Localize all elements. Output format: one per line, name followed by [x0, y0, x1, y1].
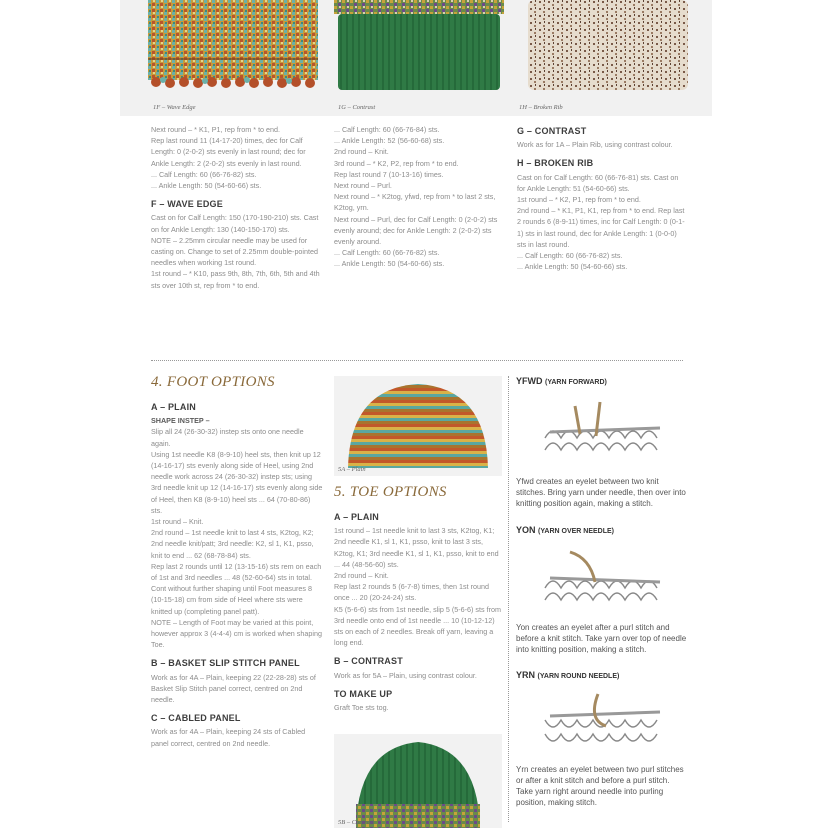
- yrn-heading: YRN (YARN ROUND NEEDLE): [516, 670, 620, 680]
- instruction-line: ... Calf Length: 60 (66-76-82) sts.: [334, 248, 440, 258]
- top-middle-column: [334, 124, 504, 270]
- yon-text: Yon creates an eyelet after a purl stitch and before a knit stitch. Take yarn over top of needle into knitting position, making a stitch.: [516, 623, 687, 654]
- section-heading: B – BASKET SLIP STITCH PANEL: [151, 658, 300, 669]
- instruction-line: Cast on for Calf Length: 60 (66-76-81) sts. Cast on for Ankle Length: 51 (54-60-66) sts.: [517, 172, 679, 193]
- yfwd-heading: YFWD (YARN FORWARD): [516, 376, 607, 386]
- yon-heading: YON (YARN OVER NEEDLE): [516, 525, 615, 535]
- instruction-line: 2nd round – Knit.: [334, 571, 389, 581]
- section-heading: B – CONTRAST: [334, 656, 403, 667]
- instruction-line: Next round – * K2tog, yfwd, rep from * to last 2 sts, K2tog, yrn.: [334, 192, 496, 213]
- top-right-column: [517, 118, 687, 272]
- instruction-line: Next round – Purl, dec for Calf Length: 0 (2-0-2) sts evenly around; dec for Ankle Length: 2 (2-0-2) sts evenly around.: [334, 214, 498, 247]
- section-heading: G – CONTRAST: [517, 126, 587, 136]
- caption-5a: 5A – Plain: [338, 466, 366, 473]
- instruction-line: Cast on for Calf Length: 150 (170-190-210) sts. Cast on for Ankle Length: 130 (140-150-170) sts.: [151, 213, 319, 234]
- hat-photo-contrast: [334, 734, 502, 828]
- instruction-line: Next round – * K1, P1, rep from * to end.: [151, 125, 281, 134]
- sock-photo-wave-edge: [148, 0, 318, 94]
- instruction-line: ... Calf Length: 60 (66-76-82) sts.: [151, 169, 257, 179]
- hat-photo-plain: [334, 376, 502, 476]
- instruction-line: Rep last 2 rounds until 12 (13-15-16) sts rem on each of 1st and 3rd needles ... 48 (52-60-64) sts in total.: [151, 561, 322, 583]
- section-heading: F – WAVE EDGE: [151, 199, 223, 210]
- toe-options-column: [334, 504, 504, 713]
- instruction-line: ... Calf Length: 60 (66-76-82) sts.: [517, 251, 623, 261]
- instruction-line: 1st round – * K10, pass 9th, 8th, 7th, 6th, 5th and 4th sts over 10th st, rep from * to end.: [151, 269, 320, 290]
- instruction-line: Rep last round 7 (10-13-16) times.: [334, 169, 444, 179]
- instruction-line: Using 1st needle K8 (8-9-10) heel sts, then knit up 12 (14-16-17) sts evenly along side of Heel, using 2nd needle work across 24 (26-30-32) instep sts; using 3rd needle knit up 12 (14-16-17) sts evenly along side of Heel, then K8 (8-9-10) heel sts ... 64 (70-80-86) sts.: [151, 449, 323, 515]
- instruction-line: NOTE – 2.25mm circular needle may be used for casting on. Change to set of 2.25mm double-pointed needles when working 1st round.: [151, 235, 319, 268]
- section-heading: A – PLAIN: [151, 402, 196, 412]
- instruction-line: 1st round – 1st needle knit to last 3 sts, K2tog, K1; 2nd needle K1, sl 1, K1, psso, knit to last 3 sts, K2tog, K1; 3rd needle K1, sl 1, K1, psso, knit to end ... 44 (48-56-60) sts.: [334, 526, 499, 569]
- top-left-column: [151, 124, 321, 291]
- instruction-line: Rep last 2 rounds 5 (6-7-8) times, then 1st round once ... 20 (20-24-24) sts.: [334, 582, 490, 603]
- instruction-line: 1st round – Knit.: [151, 517, 204, 527]
- instruction-line: ... Calf Length: 60 (66-76-84) sts.: [334, 125, 440, 134]
- section-heading: H – BROKEN RIB: [517, 158, 594, 169]
- instruction-line: 2nd round – * K1, P1, K1, rep from * to end. Rep last 2 rounds 6 (8-9-11) times, inc for Calf Length: 0 (0-1-1) sts in last round, dec for Ankle Length: 1 (0-0-0) sts in last round.: [517, 206, 685, 249]
- caption-1h: 1H – Broken Rib: [519, 104, 563, 111]
- caption-1f: 1F – Wave Edge: [153, 104, 196, 111]
- yon-diagram: [540, 548, 670, 610]
- column-divider: [508, 376, 509, 822]
- instruction-line: Rep last round 11 (14-17-20) times, dec for Calf Length: 0 (2-0-2) sts evenly in last round; dec for Ankle Length: 2 (2-0-2) sts evenly in last round.: [151, 136, 306, 168]
- section-heading: TO MAKE UP: [334, 688, 393, 699]
- instruction-line: K5 (5-6-6) sts from 1st needle, slip 5 (5-6-6) sts from 3rd needle onto end of 1st needle ... 10 (10-12-12) sts on each of 2 needles. Break off yarn, leaving a long end.: [334, 604, 501, 648]
- foot-options-column: [151, 394, 323, 749]
- sock-photo-broken-rib: [520, 0, 694, 92]
- instruction-line: Work as for 1A – Plain Rib, using contrast colour.: [517, 140, 673, 150]
- instruction-line: ... Ankle Length: 50 (54-60-66) sts.: [151, 181, 262, 191]
- section-divider: [151, 360, 683, 361]
- yfwd-text: Yfwd creates an eyelet between two knit stitches. Bring yarn under needle, then over into knitting position again, making a stitch.: [516, 477, 686, 508]
- yrn-diagram: [540, 690, 670, 752]
- instruction-line: NOTE – Length of Foot may be varied at this point, however approx 3 (4-4-4) cm is worked when shaping Toe.: [151, 617, 322, 650]
- instruction-line: Work as for 4A – Plain, keeping 24 sts of Cabled panel correct, centred on 2nd needle.: [151, 727, 306, 748]
- instruction-line: Graft Toe sts tog.: [334, 703, 389, 713]
- instruction-line: 2nd round – 1st needle knit to last 4 sts, K2tog, K2; 2nd needle knit/patt; 3rd needle: K2, sl 1, K1, psso, knit to end ... 62 (68-78-84) sts.: [151, 528, 314, 560]
- section-heading: A – PLAIN: [334, 512, 379, 522]
- caption-5b: 5B – Contrast: [338, 819, 375, 826]
- toe-options-title: 5. TOE OPTIONS: [334, 484, 447, 500]
- sub-heading: SHAPE INSTEP –: [151, 416, 210, 426]
- instruction-line: ... Ankle Length: 50 (54-60-66) sts.: [517, 262, 628, 272]
- instruction-line: 3rd round – * K2, P2, rep from * to end.: [334, 158, 459, 168]
- instruction-line: Slip all 24 (26-30-32) instep sts onto one needle again.: [151, 427, 304, 448]
- instruction-line: Work as for 4A – Plain, keeping 22 (22-28-28) sts of Basket Slip Stitch panel correct, centred on 2nd needle.: [151, 672, 316, 705]
- yrn-text: Yrn creates an eyelet between two purl stitches or after a knit stitch and before a purl stitch. Take yarn right around needle into purling position, making stitch.: [516, 765, 684, 807]
- instruction-line: 1st round – * K2, P1, rep from * to end.: [517, 195, 641, 205]
- sock-photo-contrast: [334, 0, 504, 92]
- instruction-line: Cont without further shaping until Foot measures 8 (10-15-18) cm from side of Heel where sts were knitted up (completing panel patt).: [151, 584, 313, 616]
- instruction-line: ... Ankle Length: 52 (56-60-68) sts.: [334, 136, 445, 146]
- instruction-line: Work as for 5A – Plain, using contrast colour.: [334, 670, 477, 680]
- foot-options-title: 4. FOOT OPTIONS: [151, 374, 275, 390]
- section-heading: C – CABLED PANEL: [151, 713, 241, 724]
- instruction-line: 2nd round – Knit.: [334, 147, 389, 157]
- caption-1g: 1G – Contrast: [338, 104, 376, 111]
- instruction-line: Next round – Purl.: [334, 181, 392, 191]
- yfwd-diagram: [540, 398, 670, 460]
- instruction-line: ... Ankle Length: 50 (54-60-66) sts.: [334, 259, 445, 269]
